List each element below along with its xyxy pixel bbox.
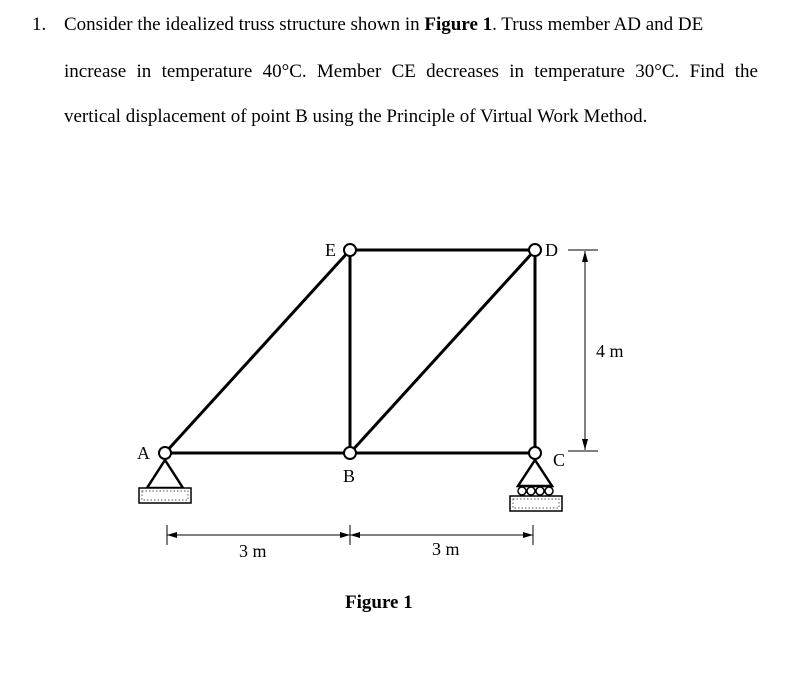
problem-number: 1.: [32, 14, 47, 35]
line2-word: temperature: [534, 61, 625, 82]
dimension-height-label: 4 m: [596, 341, 624, 361]
line2-word: in: [509, 61, 524, 82]
joint-e: [344, 244, 356, 256]
line1-text: Consider the idealized truss structure shown in: [64, 14, 425, 35]
dimension-left-label: 3 m: [239, 541, 267, 561]
joint-c: [529, 447, 541, 459]
line2-word: Member: [316, 61, 382, 82]
line1-text-end: . Truss member AD and DE: [492, 14, 704, 35]
joint-b: [344, 447, 356, 459]
label-c: C: [553, 450, 566, 470]
dimension-right-label: 3 m: [432, 539, 460, 559]
figure-reference: Figure 1: [424, 14, 493, 35]
truss-members: [165, 250, 535, 453]
line2-word: the: [734, 61, 758, 82]
line2-word: CE: [391, 61, 416, 82]
label-d: D: [545, 240, 558, 260]
line2-word: Find: [689, 61, 725, 82]
member-bd: [350, 250, 535, 453]
joint-a: [159, 447, 171, 459]
problem-line-3: vertical displacement of point B using the Principle of Virtual Work Method.: [64, 106, 648, 127]
line2-word: temperature: [161, 61, 253, 82]
vertical-dimension: [568, 250, 598, 451]
line2-word: 40°C.: [262, 61, 307, 82]
label-b: B: [343, 466, 356, 486]
figure-caption: Figure 1: [345, 592, 413, 613]
member-ae: [165, 250, 350, 453]
horizontal-dimension: [167, 525, 533, 545]
label-e: E: [325, 240, 336, 260]
line2-word: increase: [64, 61, 127, 82]
line2-word: decreases: [426, 61, 499, 82]
label-a: A: [137, 443, 150, 463]
joint-d: [529, 244, 541, 256]
line2-word: 30°C.: [635, 61, 680, 82]
pin-support-a: [139, 460, 191, 503]
line2-word: in: [136, 61, 152, 82]
